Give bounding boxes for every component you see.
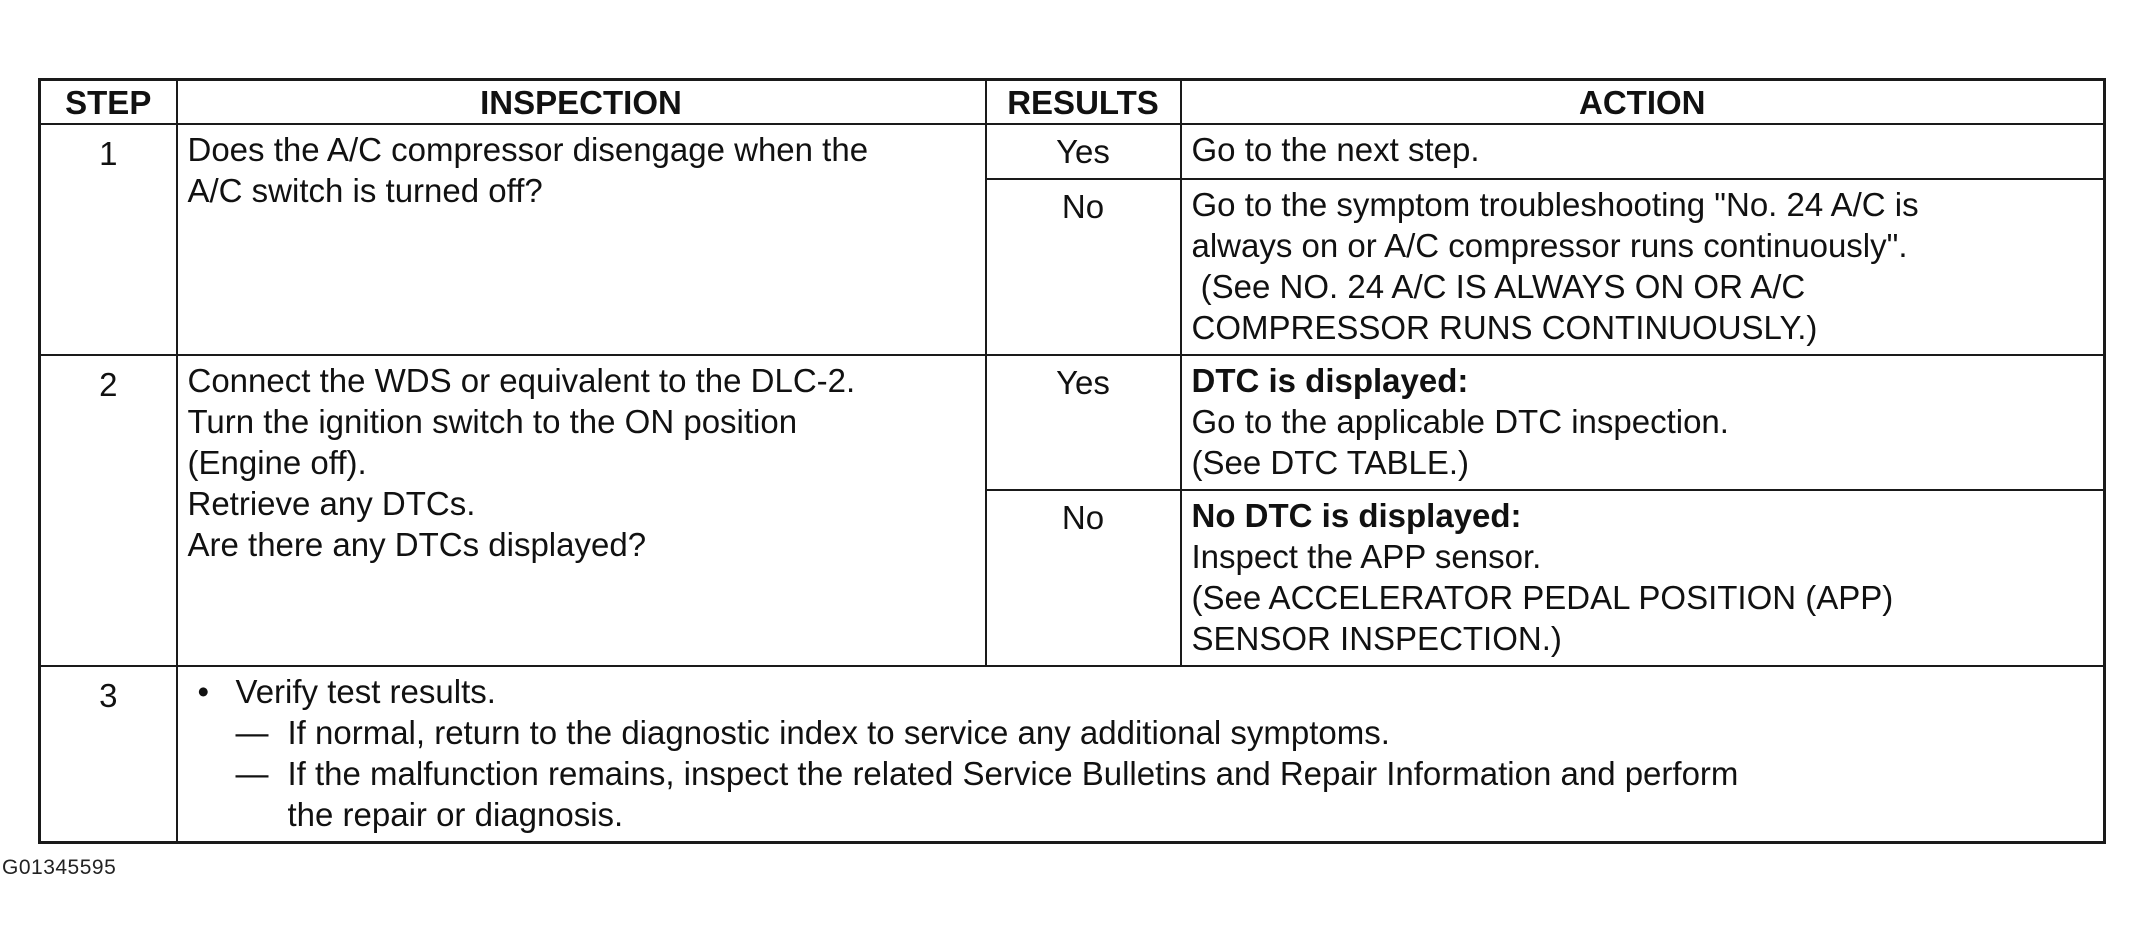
step-number: 1 <box>40 124 177 355</box>
dash-icon: — <box>235 714 269 751</box>
header-results: RESULTS <box>986 80 1181 125</box>
result-yes: Yes <box>986 355 1181 490</box>
inspection-line: Connect the WDS or equivalent to the DLC-2. <box>187 362 856 399</box>
action-line: Go to the next step. <box>1191 131 1480 168</box>
inspection-line: A/C switch is turned off? <box>187 172 543 209</box>
action-line: (See ACCELERATOR PEDAL POSITION (APP) <box>1191 579 1894 616</box>
table-row <box>40 666 2105 843</box>
action-line: SENSOR INSPECTION.) <box>1191 620 1562 657</box>
bullet-icon: • <box>197 673 210 710</box>
figure-id: G01345595 <box>2 856 117 879</box>
table-row <box>40 124 2105 179</box>
inspection-text <box>177 124 986 355</box>
action-title: DTC is displayed: <box>1191 362 1469 399</box>
action-line: Inspect the APP sensor. <box>1191 538 1542 575</box>
step-number: 3 <box>40 666 177 843</box>
action-line: COMPRESSOR RUNS CONTINUOUSLY.) <box>1191 309 1818 346</box>
verify-text <box>177 666 2105 843</box>
inspection-line: Are there any DTCs displayed? <box>187 526 647 563</box>
action-title: No DTC is displayed: <box>1191 497 1522 534</box>
header-step: STEP <box>40 80 177 125</box>
inspection-line: Does the A/C compressor disengage when the <box>187 131 869 168</box>
action-text <box>1181 124 2105 179</box>
action-line: (See DTC TABLE.) <box>1191 444 1470 481</box>
inspection-line: Retrieve any DTCs. <box>187 485 476 522</box>
verify-dash-item <box>188 753 2094 794</box>
verify-dash-item <box>188 712 2094 753</box>
inspection-line: (Engine off). <box>187 444 367 481</box>
diagnostic-table <box>38 78 2106 844</box>
action-line: Go to the applicable DTC inspection. <box>1191 403 1729 440</box>
step-number: 2 <box>40 355 177 666</box>
result-yes: Yes <box>986 124 1181 179</box>
action-text <box>1181 179 2105 355</box>
action-line: always on or A/C compressor runs continuously". <box>1191 227 1908 264</box>
table-row <box>40 355 2105 490</box>
header-inspection: INSPECTION <box>177 80 986 125</box>
action-text <box>1181 355 2105 490</box>
result-no: No <box>986 179 1181 355</box>
verify-continuation: the repair or diagnosis. <box>287 796 624 833</box>
action-line: (See NO. 24 A/C IS ALWAYS ON OR A/C <box>1191 268 1806 305</box>
verify-item-text: If the malfunction remains, inspect the related Service Bulletins and Repair Information and perform <box>287 755 1739 792</box>
result-no: No <box>986 490 1181 666</box>
action-line: Go to the symptom troubleshooting "No. 24 A/C is <box>1191 186 1919 223</box>
inspection-line: Turn the ignition switch to the ON position <box>187 403 798 440</box>
table-header-row <box>40 80 2105 125</box>
verify-bullet-item <box>188 671 2094 712</box>
inspection-text <box>177 355 986 666</box>
action-text <box>1181 490 2105 666</box>
verify-title: Verify test results. <box>235 673 496 710</box>
verify-item-text: If normal, return to the diagnostic index to service any additional symptoms. <box>287 714 1390 751</box>
header-action: ACTION <box>1181 80 2105 125</box>
dash-icon: — <box>235 755 269 792</box>
